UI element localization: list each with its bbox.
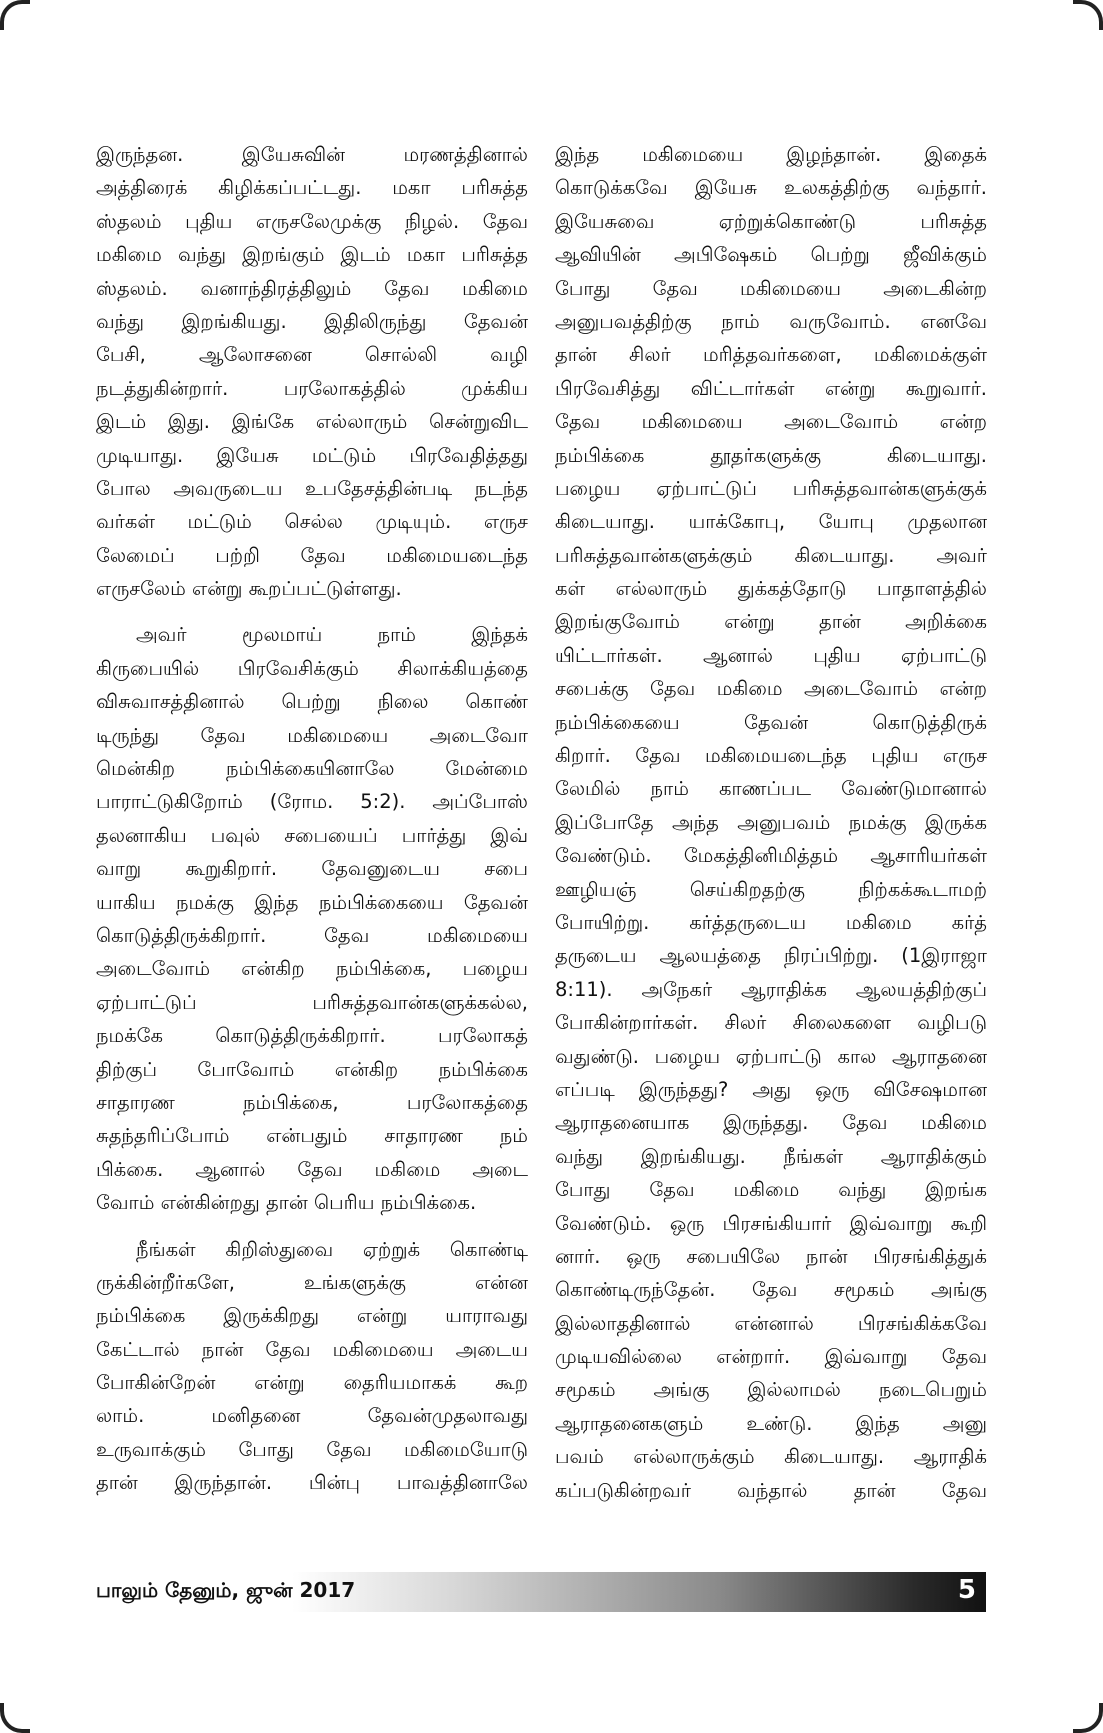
text-line: உருவாக்கும் போது தேவ மகிமையோடு bbox=[96, 1437, 528, 1461]
text-line: கள் எல்லாரும் துக்கத்தோடு பாதாளத்தில் bbox=[555, 577, 987, 601]
text-line: கப்படுகின்றவர் வந்தால் தான் தேவ bbox=[555, 1478, 987, 1502]
corner-bottom-right bbox=[1073, 1703, 1103, 1733]
text-line: தருடைய ஆலயத்தை நிரப்பிற்று. (1இராஜா bbox=[555, 944, 987, 968]
text-line: இல்லாததினால் என்னால் பிரசங்கிக்கவே bbox=[555, 1311, 987, 1335]
text-line: யாகிய நமக்கு இந்த நம்பிக்கையை தேவன் bbox=[96, 890, 528, 914]
text-line: இடம் இது. இங்கே எல்லாரும் சென்றுவிட bbox=[96, 410, 528, 434]
text-line: பழைய ஏற்பாட்டுப் பரிசுத்தவான்களுக்குக் bbox=[555, 476, 987, 500]
left-column bbox=[96, 138, 528, 1500]
text-line: நம்பிக்கை இருக்கிறது என்று யாராவது bbox=[96, 1304, 528, 1328]
text-line: பிக்கை. ஆனால் தேவ மகிமை அடை bbox=[96, 1157, 528, 1181]
text-line: டிருந்து தேவ மகிமையை அடைவோ bbox=[96, 723, 528, 747]
text-line: போகின்றேன் என்று தைரியமாகக் கூற bbox=[96, 1371, 528, 1395]
text-line: போல அவருடைய உபதேசத்தின்படி நடந்த bbox=[96, 476, 528, 500]
text-line: வர்கள் மட்டும் செல்ல முடியும். எருச bbox=[96, 510, 528, 534]
text-line: முடியவில்லை என்றார். இவ்வாறு தேவ bbox=[555, 1345, 987, 1369]
text-line: லேமில் நாம் காணப்பட வேண்டுமானால் bbox=[555, 777, 987, 801]
text-line: ஏற்பாட்டுப் பரிசுத்தவான்களுக்கல்ல, bbox=[96, 990, 528, 1014]
text-line: தலனாகிய பவுல் சபையைப் பார்த்து இவ் bbox=[96, 823, 528, 847]
text-line: பிரவேசித்து விட்டார்கள் என்று கூறுவார். bbox=[555, 376, 987, 400]
text-line: மென்கிற நம்பிக்கையினாலே மேன்மை bbox=[96, 757, 528, 781]
text-line: ஊழியஞ் செய்கிறதற்கு நிற்கக்கூடாமற் bbox=[555, 877, 987, 901]
right-column bbox=[555, 138, 987, 1507]
text-line: முடியாது. இயேசு மட்டும் பிரவேதித்தது bbox=[96, 443, 528, 467]
text-line: கேட்டால் நான் தேவ மகிமையை அடைய bbox=[96, 1337, 528, 1361]
text-line: வாறு கூறுகிறார். தேவனுடைய சபை bbox=[96, 857, 528, 881]
text-line: வந்து இறங்கியது. நீங்கள் ஆராதிக்கும் bbox=[555, 1144, 987, 1168]
text-line: கிடையாது. யாக்கோபு, யோபு முதலான bbox=[555, 510, 987, 534]
text-line: போது தேவ மகிமையை அடைகின்ற bbox=[555, 276, 987, 300]
paragraph-gap bbox=[96, 605, 528, 618]
text-line: வதுண்டு. பழைய ஏற்பாட்டு கால ஆராதனை bbox=[555, 1044, 987, 1068]
text-line: கொண்டிருந்தேன். தேவ சமூகம் அங்கு bbox=[555, 1278, 987, 1302]
text-line: ஸ்தலம் புதிய எருசலேமுக்கு நிழல். தேவ bbox=[96, 209, 528, 233]
text-line: நீங்கள் கிறிஸ்துவை ஏற்றுக் கொண்டி bbox=[136, 1237, 528, 1261]
corner-top-left bbox=[0, 0, 30, 30]
text-line: பவம் எல்லாருக்கும் கிடையாது. ஆராதிக் bbox=[555, 1445, 987, 1469]
text-line: வோம் என்கின்றது தான் பெரிய நம்பிக்கை. bbox=[96, 1191, 477, 1215]
text-line: ஆவியின் அபிஷேகம் பெற்று ஜீவிக்கும் bbox=[555, 243, 987, 267]
text-line: ஸ்தலம். வனாந்திரத்திலும் தேவ மகிமை bbox=[96, 276, 528, 300]
text-line: னார். ஒரு சபையிலே நான் பிரசங்கித்துக் bbox=[555, 1244, 987, 1268]
text-line: சாதாரண நம்பிக்கை, பரலோகத்தை bbox=[96, 1090, 528, 1114]
text-line: தான் இருந்தான். பின்பு பாவத்தினாலே bbox=[96, 1471, 528, 1495]
text-line: வந்து இறங்கியது. இதிலிருந்து தேவன் bbox=[96, 309, 528, 333]
text-line: நமக்கே கொடுத்திருக்கிறார். பரலோகத் bbox=[96, 1024, 528, 1048]
paragraph-gap bbox=[96, 1220, 528, 1233]
text-line: லாம். மனிதனை தேவன்முதலாவது bbox=[96, 1404, 528, 1428]
text-line: பரிசுத்தவான்களுக்கும் கிடையாது. அவர் bbox=[555, 543, 987, 567]
text-line: சமூகம் அங்கு இல்லாமல் நடைபெறும் bbox=[555, 1378, 987, 1402]
text-line: வேண்டும். ஒரு பிரசங்கியார் இவ்வாறு கூறி bbox=[555, 1211, 987, 1235]
text-line: இயேசுவை ஏற்றுக்கொண்டு பரிசுத்த bbox=[555, 209, 987, 233]
footer-bar bbox=[96, 1572, 986, 1612]
text-line: கிருபையில் பிரவேசிக்கும் சிலாக்கியத்தை bbox=[96, 656, 528, 680]
text-line: இருந்தன. இயேசுவின் மரணத்தினால் bbox=[96, 143, 528, 166]
text-line: தேவ மகிமையை அடைவோம் என்ற bbox=[555, 410, 987, 434]
text-line: போகின்றார்கள். சிலர் சிலைகளை வழிபடு bbox=[555, 1011, 987, 1035]
text-line: பாராட்டுகிறோம் (ரோம. 5:2). அப்போஸ் bbox=[96, 790, 528, 814]
text-line: கொடுக்கவே இயேசு உலகத்திற்கு வந்தார். bbox=[555, 176, 987, 200]
text-line: ஆராதனையாக இருந்தது. தேவ மகிமை bbox=[555, 1111, 987, 1135]
text-line: சபைக்கு தேவ மகிமை அடைவோம் என்ற bbox=[555, 677, 987, 701]
text-line: வேண்டும். மேகத்தினிமித்தம் ஆசாரியர்கள் bbox=[555, 844, 987, 868]
text-line: போது தேவ மகிமை வந்து இறங்க bbox=[555, 1178, 987, 1202]
text-line: அத்திரைக் கிழிக்கப்பட்டது. மகா பரிசுத்த bbox=[96, 176, 528, 200]
text-line: நம்பிக்கையை தேவன் கொடுத்திருக் bbox=[555, 710, 987, 734]
text-line: இறங்குவோம் என்று தான் அறிக்கை bbox=[555, 610, 987, 634]
text-line: எப்படி இருந்தது? அது ஒரு விசேஷமான bbox=[555, 1077, 987, 1101]
text-line: இப்போதே அந்த அனுபவம் நமக்கு இருக்க bbox=[555, 810, 987, 834]
text-line: போயிற்று. கர்த்தருடைய மகிமை கர்த் bbox=[555, 910, 987, 934]
text-line: 8:11). அநேகர் ஆராதிக்க ஆலயத்திற்குப் bbox=[555, 977, 987, 1001]
text-line: கொடுத்திருக்கிறார். தேவ மகிமையை bbox=[96, 923, 528, 947]
text-line: அவர் மூலமாய் நாம் இந்தக் bbox=[136, 623, 528, 647]
text-line: கிறார். தேவ மகிமையடைந்த புதிய எருச bbox=[555, 744, 987, 768]
text-line: அடைவோம் என்கிற நம்பிக்கை, பழைய bbox=[96, 957, 528, 981]
magazine-title: பாலும் தேனும், ஜுன் 2017 bbox=[96, 1578, 356, 1602]
text-line: நம்பிக்கை தூதர்களுக்கு கிடையாது. bbox=[555, 443, 987, 467]
text-line: திற்குப் போவோம் என்கிற நம்பிக்கை bbox=[96, 1057, 528, 1081]
text-line: ருக்கின்றீர்களே, உங்களுக்கு என்ன bbox=[96, 1270, 528, 1294]
corner-bottom-left bbox=[0, 1703, 30, 1733]
text-line: அனுபவத்திற்கு நாம் வருவோம். எனவே bbox=[555, 309, 987, 333]
text-line: பேசி, ஆலோசனை சொல்லி வழி bbox=[96, 343, 528, 367]
text-line: விசுவாசத்தினால் பெற்று நிலை கொண் bbox=[96, 690, 528, 714]
text-line: நடத்துகின்றார். பரலோகத்தில் முக்கிய bbox=[96, 376, 528, 400]
text-line: மகிமை வந்து இறங்கும் இடம் மகா பரிசுத்த bbox=[96, 243, 528, 267]
text-line: சுதந்தரிப்போம் என்பதும் சாதாரண நம் bbox=[96, 1124, 528, 1148]
text-line: ஆராதனைகளும் உண்டு. இந்த அனு bbox=[555, 1411, 987, 1435]
text-line: இந்த மகிமையை இழந்தான். இதைக் bbox=[555, 143, 987, 166]
page-number: 5 bbox=[957, 1575, 976, 1605]
text-line: தான் சிலர் மரித்தவர்களை, மகிமைக்குள் bbox=[555, 343, 987, 367]
text-line: எருசலேம் என்று கூறப்பட்டுள்ளது. bbox=[96, 577, 402, 601]
corner-top-right bbox=[1073, 0, 1103, 30]
text-line: யிட்டார்கள். ஆனால் புதிய ஏற்பாட்டு bbox=[555, 643, 987, 667]
text-line: லேமைப் பற்றி தேவ மகிமையடைந்த bbox=[96, 543, 528, 567]
